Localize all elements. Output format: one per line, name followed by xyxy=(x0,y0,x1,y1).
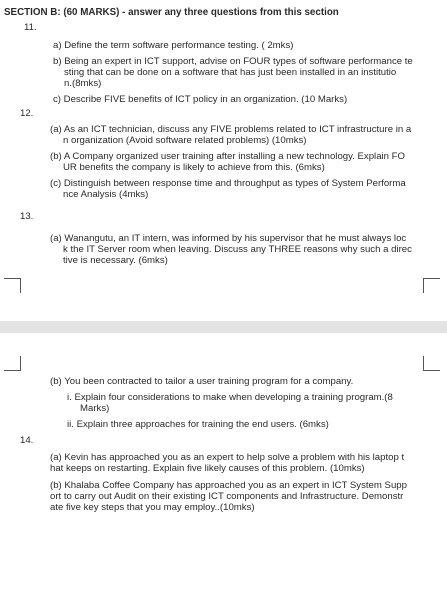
page-separator xyxy=(0,321,447,333)
question-11c-text: c) Describe FIVE benefits of ICT policy in an organization. (10 Marks) xyxy=(53,94,348,105)
crop-corner-mark xyxy=(4,278,21,293)
question-12-number: 12. xyxy=(20,108,34,119)
question-12b-text: UR benefits the company is likely to achieve from this. (6mks) xyxy=(63,162,325,173)
crop-corner-mark xyxy=(423,278,440,293)
question-14b-text: (b) Khalaba Coffee Company has approached you as an expert in ICT System Supp xyxy=(50,480,407,491)
question-14b-text: ort to carry out Audit on their existing ICT components and Infrastructure. Demonstr xyxy=(50,491,404,502)
question-13b-i-text: i. Explain four considerations to make when developing a training program.(8 xyxy=(67,392,393,403)
section-title: SECTION B: (60 MARKS) - answer any three questions from this section xyxy=(4,7,339,18)
question-13a-text: (a) Wanangutu, an IT intern, was informed by his supervisor that he must always loc xyxy=(50,233,407,244)
question-12a-text: n organization (Avoid software related problems) (10mks) xyxy=(63,135,307,146)
question-12b-text: (b) A Company organized user training after installing a new technology. Explain FO xyxy=(50,151,405,162)
question-13a-text: k the IT Server room when leaving. Discuss any THREE reasons why such a direc xyxy=(63,244,412,255)
question-11b-text: n.(8mks) xyxy=(64,78,102,89)
crop-corner-mark xyxy=(4,356,21,371)
question-11-number: 11. xyxy=(24,22,37,33)
question-14-number: 14. xyxy=(20,435,34,446)
question-13b-i-text: Marks) xyxy=(80,403,110,414)
question-12a-text: (a) As an ICT technician, discuss any FIVE problems related to ICT infrastructure in a xyxy=(50,124,412,135)
crop-corner-mark xyxy=(423,356,440,371)
question-13b-ii-text: ii. Explain three approaches for training the end users. (6mks) xyxy=(67,419,329,430)
document-page-bottom xyxy=(0,333,447,593)
question-13a-text: tive is necessary. (6mks) xyxy=(63,255,168,266)
question-14b-text: ate five key steps that you may employ..(10mks) xyxy=(50,502,255,513)
question-12c-text: nce Analysis (4mks) xyxy=(63,189,149,200)
question-13b-text: (b) You been contracted to tailor a user training program for a company. xyxy=(50,376,354,387)
question-11a-text: a) Define the term software performance testing. ( 2mks) xyxy=(53,40,294,51)
question-12c-text: (c) Distinguish between response time and throughput as types of System Performa xyxy=(50,178,406,189)
question-11b-text: sting that can be done on a software that has just been installed in an institutio xyxy=(64,67,397,78)
question-11b-text: b) Being an expert in ICT support, advise on FOUR types of software performance te xyxy=(53,56,413,67)
question-14a-text: hat keeps on restarting. Explain five likely causes of this problem. (10mks) xyxy=(50,463,365,474)
question-13-number: 13. xyxy=(20,211,34,222)
question-14a-text: (a) Kevin has approached you as an expert to help solve a problem with his laptop t xyxy=(50,452,405,463)
